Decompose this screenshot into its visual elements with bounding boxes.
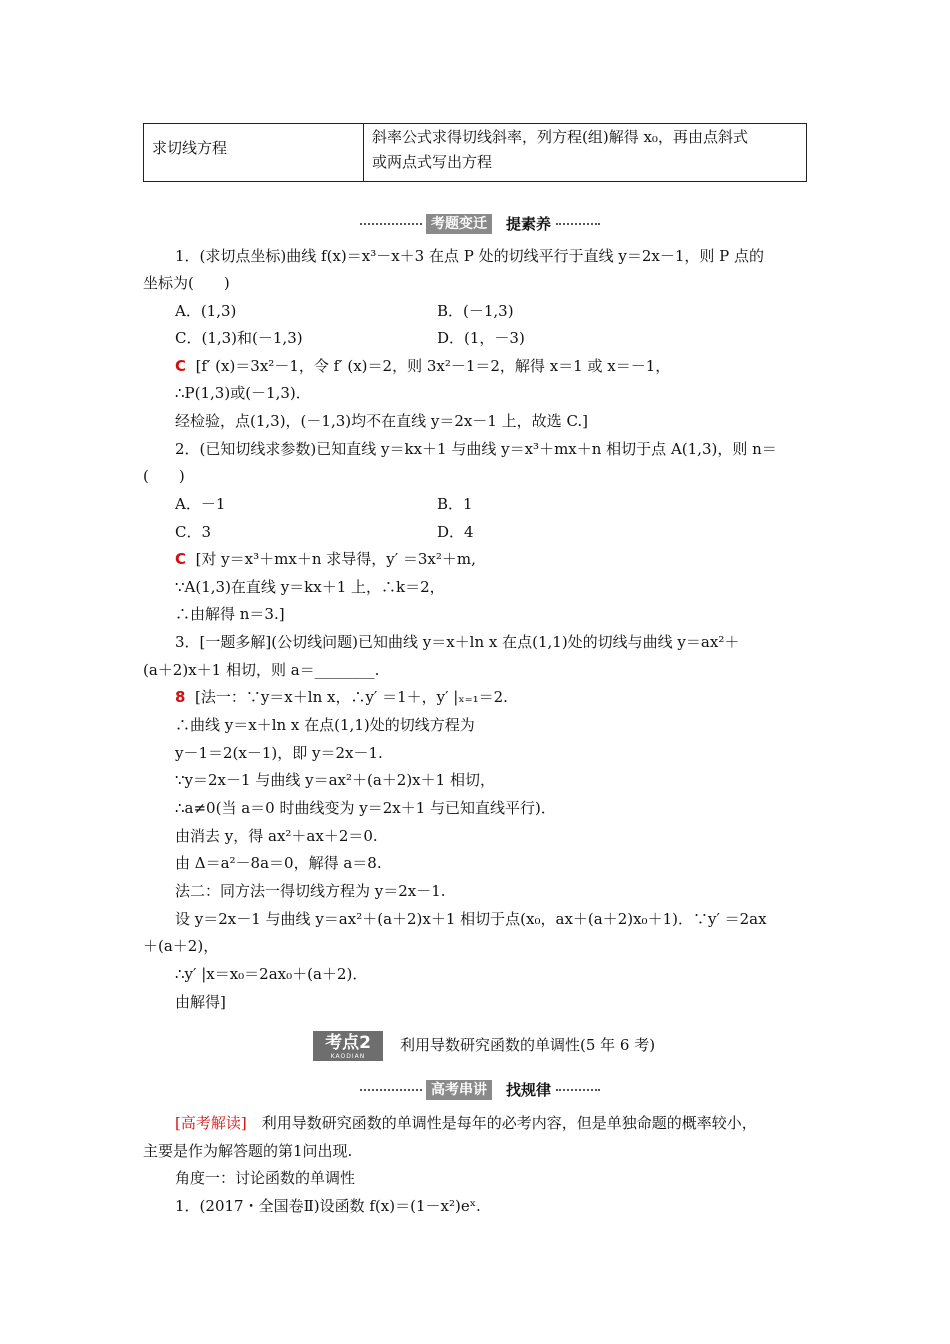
section-badge	[313, 1031, 383, 1061]
q2-option-d: D．4	[437, 523, 474, 541]
banner-bold-text: 提素养	[506, 215, 552, 233]
exam-reading-line1	[175, 1113, 757, 1133]
q3-answer: 8	[175, 688, 186, 706]
method-table	[143, 123, 807, 182]
q3-solution-line9: 设 y＝2x－1 与曲线 y＝ax²＋(a＋2)x＋1 相切于点(x₀，ax＋(a＋2)x₀＋1)．∵y′ ＝2ax	[175, 910, 767, 928]
q1-answer: C	[175, 357, 187, 375]
table-cell-right-line2: 或两点式写出方程	[372, 153, 493, 171]
q3-sol1-text: [法一：∵y＝x＋ln x，∴y′ ＝1＋，y′ |ₓ₌₁＝2.	[194, 688, 508, 706]
q1-solution-line1	[175, 356, 670, 376]
q1-option-a: A．(1,3)	[175, 302, 237, 320]
q1-solution-line2: ∴P(1,3)或(－1,3)．	[175, 384, 311, 402]
q3-solution-line2: ∴曲线 y＝x＋ln x 在点(1,1)处的切线方程为	[175, 716, 475, 734]
q3-solution-line11: ∴y′ |x＝x₀＝2ax₀＋(a＋2)．	[175, 965, 368, 983]
section-badge-label: 考点2	[325, 1033, 371, 1053]
q2-stem-line2: ( )	[143, 467, 185, 485]
q3-solution-line3: y－1＝2(x－1)，即 y＝2x－1.	[175, 744, 383, 762]
q3-solution-line10: ＋(a＋2)，	[143, 937, 219, 955]
section-banner-2	[360, 1080, 600, 1100]
q2-option-c: C．3	[175, 523, 212, 541]
q3-stem-line1: 3．[一题多解](公切线问题)已知曲线 y＝x＋ln x 在点(1,1)处的切线与曲线 y＝ax²＋	[175, 633, 740, 651]
angle-heading: 角度一：讨论函数的单调性	[175, 1169, 356, 1187]
q2-sol1-text: [对 y＝x³＋mx＋n 求导得，y′ ＝3x²＋m,	[195, 550, 476, 568]
table-divider	[363, 124, 364, 181]
banner-dots-left	[360, 1089, 422, 1091]
q2-option-a: A．－1	[175, 495, 226, 513]
q1-option-b: B．(－1,3)	[437, 302, 514, 320]
exam-reading-text1: 利用导数研究函数的单调性是每年的必考内容，但是单独命题的概率较小，	[246, 1114, 757, 1132]
banner-dots-right	[556, 223, 600, 225]
q1-option-c: C．(1,3)和(－1,3)	[175, 329, 303, 347]
banner-dots-right	[556, 1089, 600, 1091]
section-title: 利用导数研究函数的单调性(5 年 6 考)	[400, 1036, 656, 1054]
banner-tag: 高考串讲	[426, 1080, 492, 1100]
table-cell-right-line1: 斜率公式求得切线斜率，列方程(组)解得 x₀，再由点斜式	[372, 128, 748, 146]
q2-solution-line3: ∴由解得 n＝3.]	[175, 605, 285, 623]
q3-solution-line1	[175, 687, 508, 707]
q1-stem-line1: 1．(求切点坐标)曲线 f(x)＝x³－x＋3 在点 P 处的切线平行于直线 y＝2x－1，则 P 点的	[175, 247, 765, 265]
q1-stem-line2: 坐标为( )	[143, 274, 230, 292]
q3-solution-line4: ∵y＝2x－1 与曲线 y＝ax²＋(a＋2)x＋1 相切，	[175, 771, 495, 789]
q1-solution-line3: 经检验，点(1,3)，(－1,3)均不在直线 y＝2x－1 上，故选 C.]	[175, 412, 589, 430]
banner-dots-left	[360, 223, 422, 225]
q3-solution-line6: 由消去 y，得 ax²＋ax＋2＝0.	[175, 827, 378, 845]
exam-reading-label: [高考解读]	[175, 1114, 247, 1132]
q3-solution-line7: 由 Δ＝a²－8a＝0，解得 a＝8.	[175, 854, 382, 872]
section-banner-1	[360, 214, 600, 234]
q2-solution-line2: ∵A(1,3)在直线 y＝kx＋1 上，∴k＝2，	[175, 578, 445, 596]
exam-reading-line2: 主要是作为解答题的第1问出现.	[143, 1142, 353, 1160]
banner-bold-text: 找规律	[506, 1081, 552, 1099]
q3-stem-line2: (a＋2)x＋1 相切，则 a＝________.	[143, 661, 380, 679]
q2-answer: C	[175, 550, 187, 568]
q3-solution-line12: 由解得]	[175, 993, 226, 1011]
q2-solution-line1	[175, 549, 476, 569]
q2-stem-line1: 2．(已知切线求参数)已知直线 y＝kx＋1 与曲线 y＝x³＋mx＋n 相切于点 A(1,3)，则 n＝	[175, 440, 777, 458]
banner-tag: 考题变迁	[426, 214, 492, 234]
q1-option-d: D．(1，－3)	[437, 329, 525, 347]
section-badge-sub: KAODIAN	[330, 1053, 366, 1060]
q3-solution-line5: ∴a≠0(当 a＝0 时曲线变为 y＝2x＋1 与已知直线平行)．	[175, 799, 556, 817]
q3-solution-line8: 法二：同方法一得切线方程为 y＝2x－1.	[175, 882, 446, 900]
q1-sol1-text: [f′ (x)＝3x²－1，令 f′ (x)＝2，则 3x²－1＝2，解得 x＝1 或 x＝－1，	[195, 357, 671, 375]
table-cell-left: 求切线方程	[152, 139, 228, 157]
example-1-stem: 1．(2017・全国卷Ⅱ)设函数 f(x)＝(1－x²)eˣ.	[175, 1197, 481, 1215]
q2-option-b: B．1	[437, 495, 473, 513]
